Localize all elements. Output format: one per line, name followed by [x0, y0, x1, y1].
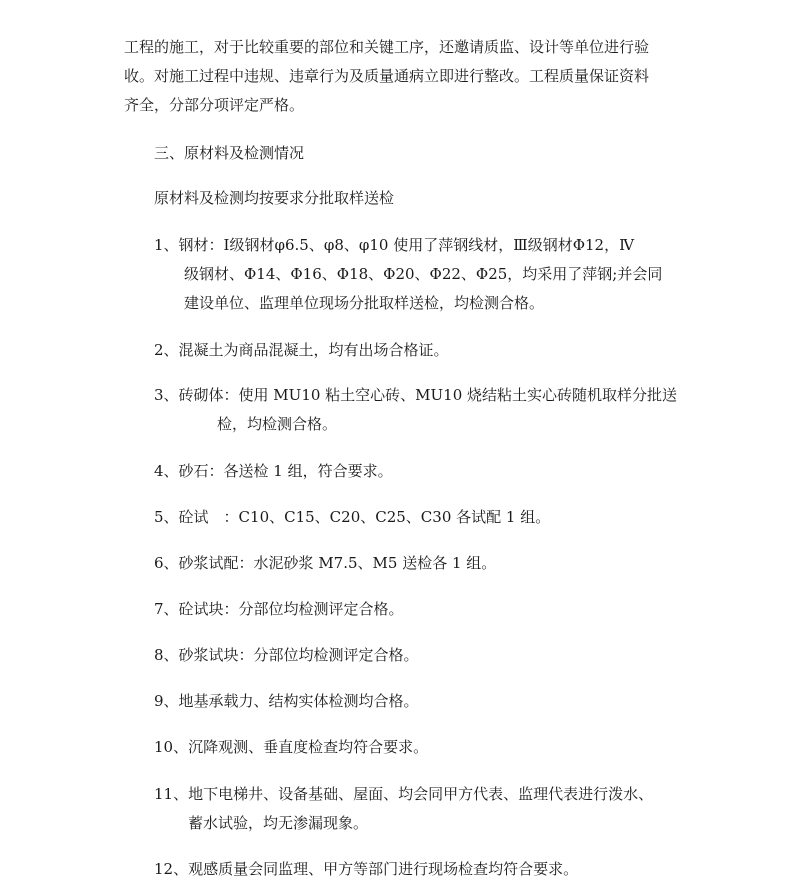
list-item-line: 蓄水试验，均无渗漏现象。	[188, 814, 369, 832]
list-item-line: 11、地下电梯井、设备基础、屋面、均会同甲方代表、监理代表进行泼水、	[154, 785, 654, 803]
list-item-line: 4、砂石：各送检 1 组，符合要求。	[154, 462, 393, 480]
list-item-line: 8、砂浆试块：分部位均检测评定合格。	[154, 646, 419, 664]
list-item-line: 建设单位、监理单位现场分批取样送检，均检测合格。	[184, 294, 545, 312]
list-item-line: 5、砼试 ：C10、C15、C20、C25、C30 各试配 1 组。	[154, 508, 551, 526]
intro-line: 齐全，分部分项评定严格。	[124, 96, 305, 114]
list-item-line: 级钢材、Φ14、Φ16、Φ18、Φ20、Φ22、Φ25，均采用了萍钢;并会同	[184, 265, 663, 283]
intro-line: 收。对施工过程中违规、违章行为及质量通病立即进行整改。工程质量保证资料	[124, 67, 650, 85]
list-item-line: 10、沉降观测、垂直度检查均符合要求。	[154, 738, 429, 756]
list-item-line: 2、混凝土为商品混凝土，均有出场合格证。	[154, 341, 449, 359]
list-item-line: 3、砖砌体：使用 MU10 粘土空心砖、MU10 烧结粘土实心砖随机取样分批送	[154, 386, 678, 404]
list-item-line: 1、钢材：Ⅰ级钢材φ6.5、φ8、φ10 使用了萍钢线材，Ⅲ级钢材Φ12，Ⅳ	[154, 236, 635, 254]
list-item-line: 7、砼试块：分部位均检测评定合格。	[154, 600, 404, 618]
list-item-line: 检，均检测合格。	[217, 415, 338, 433]
list-item-line: 9、地基承载力、结构实体检测均合格。	[154, 692, 419, 710]
section-heading: 三、原材料及检测情况	[154, 144, 305, 162]
list-item-line: 6、砂浆试配：水泥砂浆 M7.5、M5 送检各 1 组。	[154, 554, 497, 572]
list-item-line: 12、观感质量会同监理、甲方等部门进行现场检查均符合要求。	[154, 860, 579, 878]
intro-line: 工程的施工，对于比较重要的部位和关键工序，还邀请质监、设计等单位进行验	[124, 38, 650, 56]
section-lead: 原材料及检测均按要求分批取样送检	[154, 189, 395, 207]
